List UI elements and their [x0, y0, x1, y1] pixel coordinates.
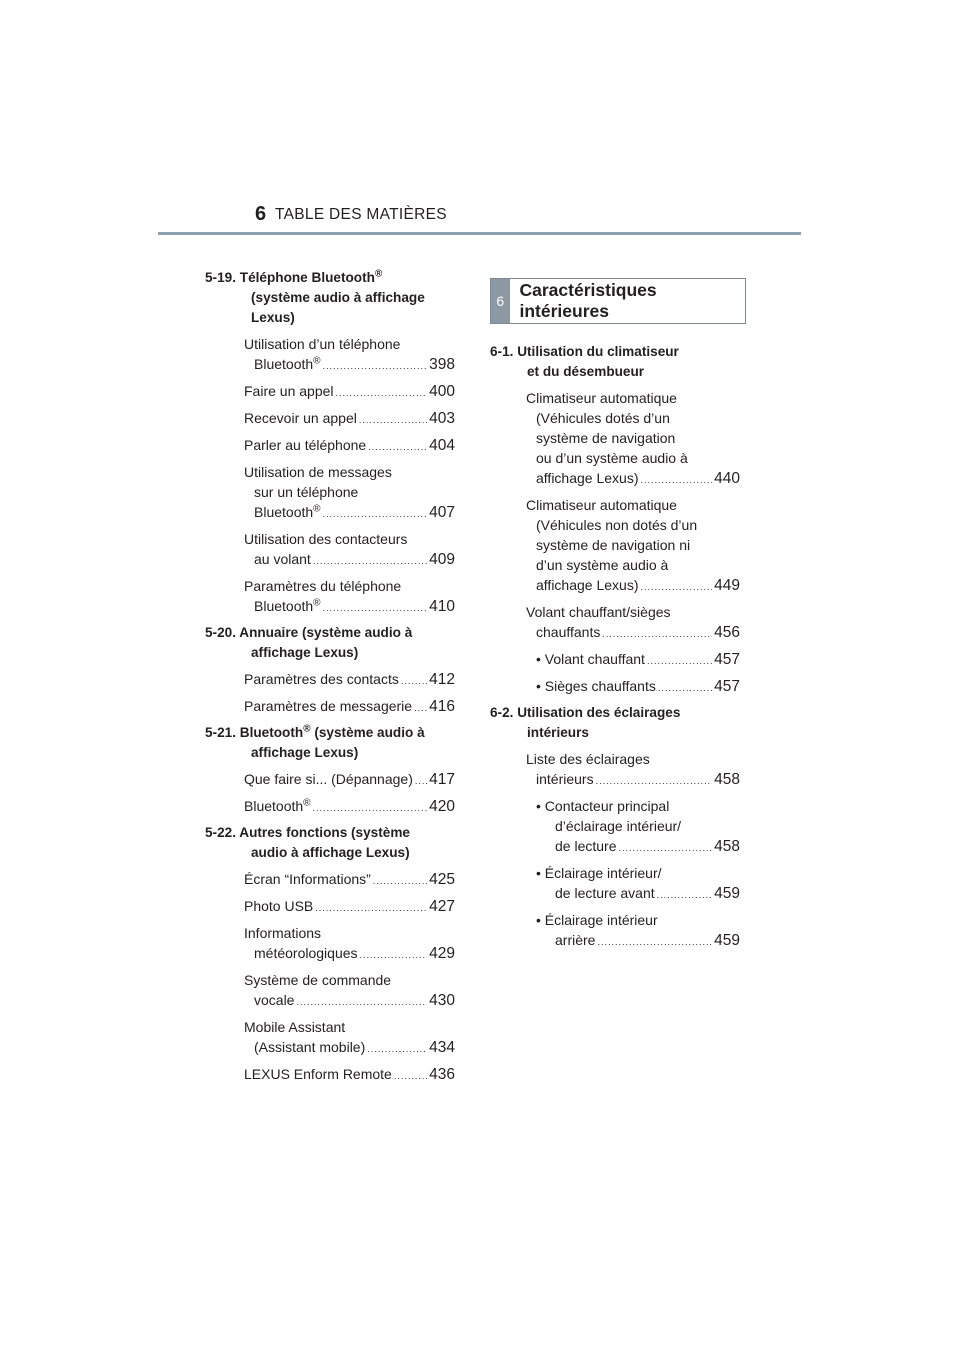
dot-leader	[313, 551, 427, 571]
dot-leader	[367, 1039, 427, 1059]
toc-entry-line: Paramètres du téléphone	[244, 578, 402, 594]
page-number: 6	[255, 203, 267, 225]
section-heading-first-line: 5-19. Téléphone Bluetooth®	[205, 268, 383, 285]
dot-leader	[360, 945, 428, 965]
toc-entry-line: Informations	[244, 925, 322, 941]
toc-entry-text: chauffants	[536, 624, 601, 640]
toc-entry-line: (Véhicules non dotés d’un	[536, 517, 698, 533]
toc-entry-text: Bluetooth®	[254, 355, 321, 372]
dot-leader	[415, 771, 427, 791]
toc-entry[interactable]	[205, 896, 455, 918]
dot-leader	[640, 470, 712, 490]
toc-entry-line: Climatiseur automatique	[526, 497, 677, 513]
toc-entry[interactable]	[205, 923, 455, 965]
toc-bullet-entry[interactable]	[490, 910, 740, 952]
toc-page-number: 410	[429, 598, 455, 615]
dot-leader	[373, 871, 427, 891]
toc-entry-last-line	[536, 836, 740, 858]
toc-entry-line: d’un système audio à	[536, 557, 669, 573]
toc-entry[interactable]	[205, 334, 455, 376]
toc-entry-text: Parler au téléphone	[244, 437, 367, 453]
toc-page-number: 416	[429, 698, 455, 715]
section-heading-first-line: 6-2. Utilisation des éclairages	[490, 705, 681, 720]
toc-entry[interactable]	[490, 749, 740, 791]
toc-entry-last-line	[244, 408, 455, 430]
toc-entry[interactable]	[205, 435, 455, 457]
toc-entry-line: (Véhicules dotés d’un	[536, 410, 670, 426]
toc-page-number: 420	[429, 798, 455, 815]
toc-entry-text: de lecture	[555, 838, 617, 854]
toc-entry[interactable]	[205, 796, 455, 818]
section-heading-line: audio à affichage Lexus)	[251, 845, 410, 860]
toc-entry-last-line	[526, 769, 740, 791]
toc-entry-text: Paramètres des contacts	[244, 671, 399, 687]
dot-leader	[597, 932, 712, 952]
dot-leader	[401, 671, 427, 691]
dot-leader	[368, 437, 427, 457]
toc-bullet-entry[interactable]	[490, 676, 740, 698]
toc-entry[interactable]	[205, 462, 455, 524]
toc-entry-text: vocale	[254, 992, 295, 1008]
toc-page-number: 429	[429, 945, 455, 962]
toc-section-heading	[205, 623, 455, 663]
toc-entry-line: Liste des éclairages	[526, 751, 650, 767]
toc-section-heading	[490, 703, 740, 743]
toc-entry-text: Photo USB	[244, 898, 314, 914]
toc-entry-last-line	[244, 990, 455, 1012]
toc-page-number: 440	[714, 470, 740, 487]
toc-section-heading	[205, 268, 455, 328]
toc-entry-last-line	[536, 930, 740, 952]
section-heading-line: et du désembueur	[527, 364, 645, 379]
toc-entry-text: arrière	[555, 932, 596, 948]
toc-entry-last-line	[244, 1037, 455, 1059]
toc-page-number: 403	[429, 410, 455, 427]
toc-entry-last-line	[536, 676, 740, 698]
page-header	[0, 0, 960, 240]
toc-page-number: 457	[714, 678, 740, 695]
toc-page-number: 400	[429, 383, 455, 400]
section-heading-line: intérieurs	[527, 725, 589, 740]
toc-entry-last-line	[244, 943, 455, 965]
toc-entry-last-line	[244, 381, 455, 403]
toc-entry-text: Recevoir un appel	[244, 410, 357, 426]
dot-leader	[658, 678, 712, 698]
toc-entry-last-line	[244, 502, 455, 524]
toc-entry-last-line	[526, 468, 740, 490]
toc-page-number: 459	[714, 932, 740, 949]
toc-entry[interactable]	[205, 869, 455, 891]
dot-leader	[336, 383, 428, 403]
toc-entry-text: Écran “Informations”	[244, 871, 371, 887]
toc-entry-text: de lecture avant	[555, 885, 655, 901]
toc-entry[interactable]	[490, 602, 740, 644]
toc-entry-last-line	[536, 883, 740, 905]
toc-page-number: 457	[714, 651, 740, 668]
chapter-number: 6	[491, 279, 510, 323]
toc-page-number: 404	[429, 437, 455, 454]
toc-entry-line: • Éclairage intérieur/	[536, 865, 662, 881]
dot-leader	[394, 1066, 427, 1086]
toc-entry-line: d’éclairage intérieur/	[555, 818, 682, 834]
toc-entry-text: • Volant chauffant	[536, 651, 645, 667]
toc-page-number: 427	[429, 898, 455, 915]
header-title: TABLE DES MATIÈRES	[275, 206, 447, 223]
toc-entry-line: Système de commande	[244, 972, 392, 988]
toc-entry-line: • Contacteur principal	[536, 798, 670, 814]
toc-page-number: 417	[429, 771, 455, 788]
toc-page-number: 425	[429, 871, 455, 888]
section-heading-line: Lexus)	[251, 310, 295, 325]
dot-leader	[323, 504, 428, 524]
toc-entry-text: Bluetooth®	[254, 503, 321, 520]
toc-entry-text: Faire un appel	[244, 383, 334, 399]
toc-entry-last-line	[244, 596, 455, 618]
toc-left-column	[205, 268, 455, 1091]
chapter-title: Caractéristiques intérieures	[519, 280, 657, 321]
chapter-banner	[490, 278, 746, 324]
toc-section-heading	[490, 342, 740, 382]
dot-leader	[602, 624, 712, 644]
toc-entry-line: Utilisation des contacteurs	[244, 531, 408, 547]
dot-leader	[618, 838, 712, 858]
toc-entry[interactable]	[205, 381, 455, 403]
toc-page-number: 409	[429, 551, 455, 568]
toc-page-number: 407	[429, 504, 455, 521]
toc-page-number: 459	[714, 885, 740, 902]
toc-entry-text: Bluetooth®	[254, 597, 321, 614]
dot-leader	[313, 798, 428, 818]
toc-page-number: 449	[714, 577, 740, 594]
dot-leader	[323, 356, 428, 376]
toc-entry-text: affichage Lexus)	[536, 470, 639, 486]
toc-entry[interactable]	[205, 576, 455, 618]
toc-entry-last-line	[244, 549, 455, 571]
toc-entry-text: LEXUS Enform Remote	[244, 1066, 392, 1082]
toc-entry-line: ou d’un système audio à	[536, 450, 688, 466]
toc-bullet-entry[interactable]	[490, 863, 740, 905]
toc-entry[interactable]	[205, 408, 455, 430]
toc-entry-last-line	[526, 575, 740, 597]
toc-page-number: 398	[429, 356, 455, 373]
section-heading-first-line: 5-20. Annuaire (système audio à	[205, 625, 413, 640]
toc-page-number: 456	[714, 624, 740, 641]
toc-entry-line: Climatiseur automatique	[526, 390, 677, 406]
dot-leader	[596, 771, 713, 791]
toc-section-heading	[205, 723, 455, 763]
section-heading-line: affichage Lexus)	[251, 645, 359, 660]
toc-bullet-entry[interactable]	[490, 796, 740, 858]
section-heading-line: affichage Lexus)	[251, 745, 359, 760]
dot-leader	[315, 898, 427, 918]
toc-entry-last-line	[244, 435, 455, 457]
toc-entry-line: système de navigation	[536, 430, 676, 446]
section-heading-first-line: 5-21. Bluetooth® (système audio à	[205, 723, 425, 740]
toc-entry-text: au volant	[254, 551, 311, 567]
toc-entry-last-line	[244, 1064, 455, 1086]
toc-entry-line: système de navigation ni	[536, 537, 691, 553]
toc-entry[interactable]	[205, 1017, 455, 1059]
toc-bullet-entry[interactable]	[490, 649, 740, 671]
toc-entry-last-line	[244, 769, 455, 791]
toc-entry-text: météorologiques	[254, 945, 358, 961]
dot-leader	[657, 885, 713, 905]
toc-entry-text: intérieurs	[536, 771, 594, 787]
toc-entry[interactable]	[205, 970, 455, 1012]
toc-entry-line: sur un téléphone	[254, 484, 359, 500]
dot-leader	[414, 698, 427, 718]
toc-entry-last-line	[244, 669, 455, 691]
toc-entry[interactable]	[205, 669, 455, 691]
dot-leader	[323, 598, 428, 618]
toc-entry-last-line	[244, 896, 455, 918]
toc-entry-text: Paramètres de messagerie	[244, 698, 413, 714]
toc-page-number: 436	[429, 1066, 455, 1083]
dot-leader	[359, 410, 427, 430]
toc-entry-last-line	[244, 796, 455, 818]
toc-entry-line: Utilisation d’un téléphone	[244, 336, 401, 352]
header-rule	[158, 232, 801, 235]
toc-entry[interactable]	[490, 495, 740, 597]
section-heading-line: (système audio à affichage	[251, 290, 425, 305]
toc-page-number: 434	[429, 1039, 455, 1056]
toc-entry-line: Utilisation de messages	[244, 464, 392, 480]
toc-right-column	[490, 342, 740, 957]
section-heading-first-line: 6-1. Utilisation du climatiseur	[490, 344, 679, 359]
toc-entry-text: Bluetooth®	[244, 797, 311, 814]
dot-leader	[647, 651, 712, 671]
toc-entry[interactable]	[205, 1064, 455, 1086]
toc-entry[interactable]	[205, 696, 455, 718]
toc-entry-text: Que faire si... (Dépannage)	[244, 771, 413, 787]
toc-page-number: 412	[429, 671, 455, 688]
dot-leader	[296, 992, 427, 1012]
toc-entry-text: (Assistant mobile)	[254, 1039, 366, 1055]
toc-page-number: 430	[429, 992, 455, 1009]
toc-entry-last-line	[536, 649, 740, 671]
toc-page-number: 458	[714, 838, 740, 855]
toc-page-number: 458	[714, 771, 740, 788]
toc-entry-last-line	[244, 354, 455, 376]
toc-entry[interactable]	[205, 769, 455, 791]
section-heading-first-line: 5-22. Autres fonctions (système	[205, 825, 410, 840]
dot-leader	[640, 577, 712, 597]
toc-entry-line: Volant chauffant/sièges	[526, 604, 671, 620]
toc-entry[interactable]	[205, 529, 455, 571]
toc-entry[interactable]	[490, 388, 740, 490]
toc-section-heading	[205, 823, 455, 863]
toc-entry-last-line	[244, 696, 455, 718]
toc-entry-line: Mobile Assistant	[244, 1019, 346, 1035]
toc-entry-line: • Éclairage intérieur	[536, 912, 658, 928]
toc-entry-last-line	[244, 869, 455, 891]
toc-entry-text: • Sièges chauffants	[536, 678, 656, 694]
toc-entry-last-line	[526, 622, 740, 644]
toc-entry-text: affichage Lexus)	[536, 577, 639, 593]
